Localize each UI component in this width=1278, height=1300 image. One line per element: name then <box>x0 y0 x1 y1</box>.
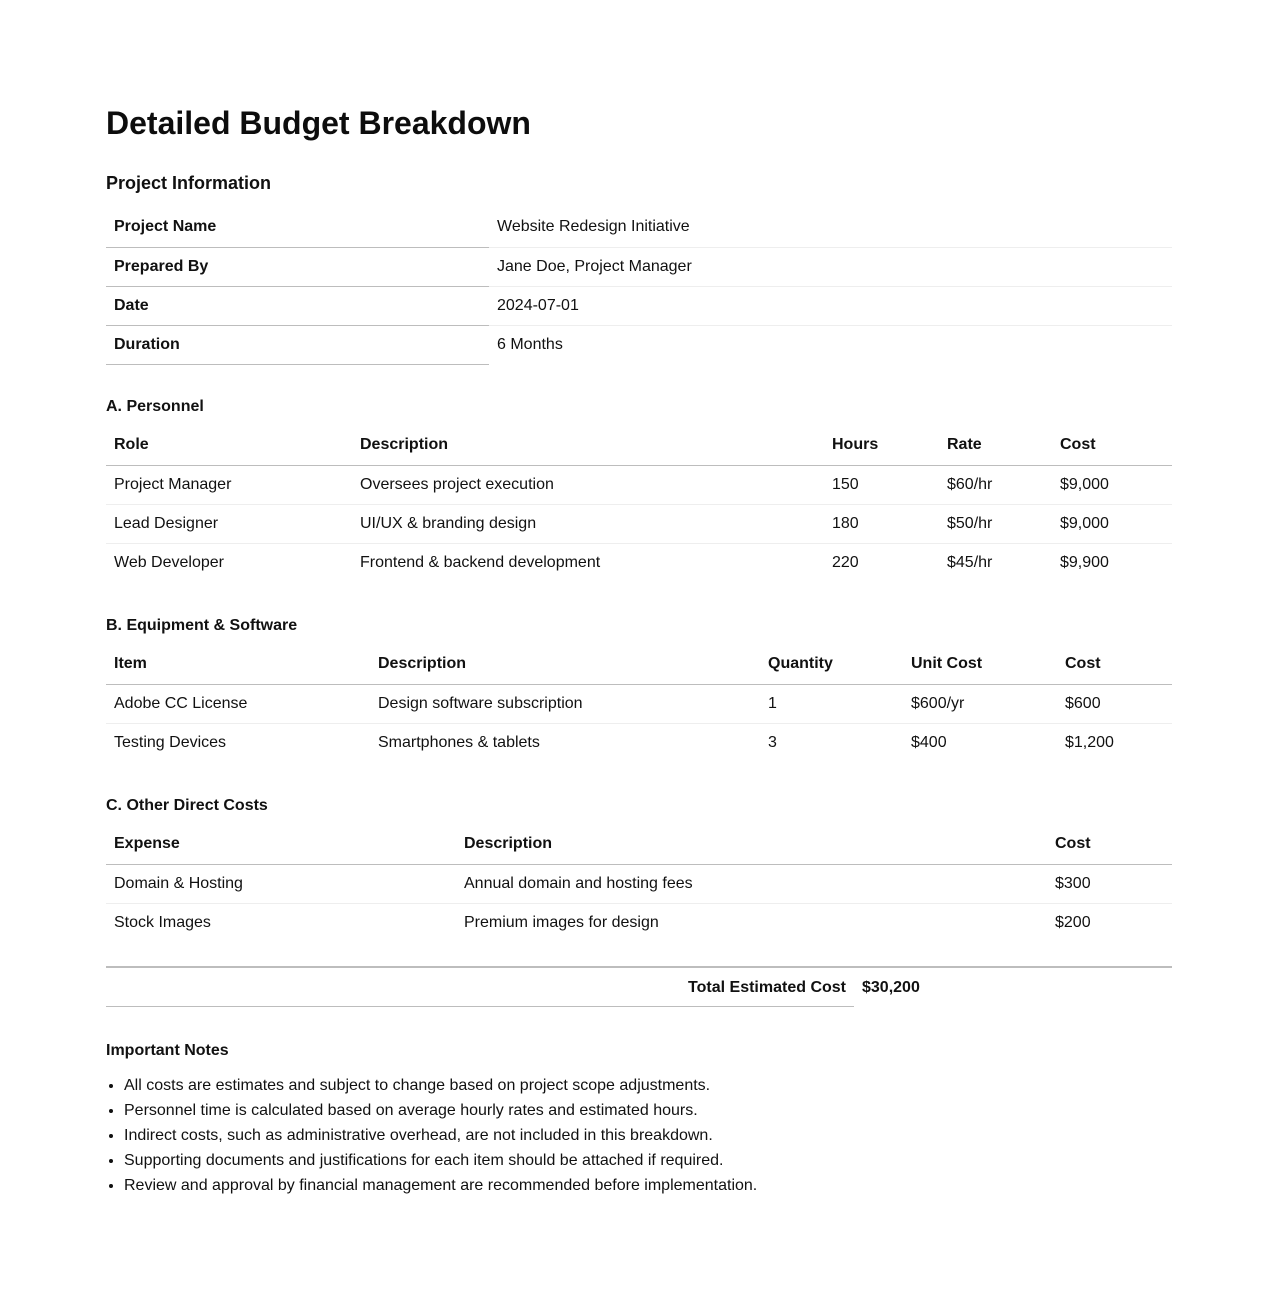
table-cell: $60/hr <box>939 465 1052 504</box>
table-cell: Design software subscription <box>370 684 760 723</box>
table-cell: 3 <box>768 733 777 751</box>
table-cell: $50/hr <box>939 504 1052 543</box>
list-item: • Supporting documents and justifications for each item should be attached if required. <box>124 1148 1172 1173</box>
info-label: Prepared By <box>106 247 489 286</box>
table-cell: Testing Devices <box>114 733 227 751</box>
personnel-table <box>106 425 1172 582</box>
column-header: Unit Cost <box>903 644 1057 684</box>
table-cell: $200 <box>1055 913 1091 931</box>
info-row <box>106 208 1172 247</box>
list-item: • All costs are estimates and subject to change based on project scope adjustments. <box>124 1073 1172 1098</box>
equipment-heading: B. Equipment & Software <box>106 617 298 634</box>
table-cell: 220 <box>832 553 859 571</box>
column-header: Hours <box>824 425 939 465</box>
table-cell: $9,000 <box>1052 465 1172 504</box>
table-row <box>106 684 1172 723</box>
column-header: Cost <box>1047 824 1172 864</box>
table-cell: Oversees project execution <box>352 465 824 504</box>
table-cell: Domain & Hosting <box>106 864 456 903</box>
info-value: Jane Doe, Project Manager <box>489 247 1172 286</box>
total-label: Total Estimated Cost <box>106 968 854 1007</box>
table-cell: Premium images for design <box>464 913 659 931</box>
table-row <box>106 723 1172 762</box>
table-row <box>106 504 1172 543</box>
info-label: Project Name <box>106 208 489 247</box>
table-cell: Smartphones & tablets <box>378 733 540 751</box>
table-row <box>106 903 1172 942</box>
table-cell: Project Manager <box>106 465 352 504</box>
info-row <box>106 247 1172 286</box>
table-cell: 150 <box>824 465 939 504</box>
table-cell: $9,900 <box>1060 553 1109 571</box>
total-value: $30,200 <box>862 978 920 996</box>
table-cell: Stock Images <box>114 913 211 931</box>
column-header: Item <box>106 644 370 684</box>
project-info-section <box>106 172 1172 365</box>
column-header: Description <box>352 425 824 465</box>
table-cell: $600 <box>1057 684 1172 723</box>
table-row <box>106 465 1172 504</box>
equipment-table <box>106 644 1172 762</box>
table-row <box>106 864 1172 903</box>
notes-heading: Important Notes <box>106 1042 229 1059</box>
info-value: Website Redesign Initiative <box>489 208 1172 247</box>
table-header-row <box>106 824 1172 864</box>
table-cell: Frontend & backend development <box>360 553 601 571</box>
table-cell: 180 <box>824 504 939 543</box>
total-section <box>106 966 1172 1007</box>
column-header: Quantity <box>760 644 903 684</box>
info-value: 2024-07-01 <box>489 286 1172 325</box>
total-row <box>106 968 1172 1007</box>
column-header: Description <box>456 824 1047 864</box>
column-header: Cost <box>1052 425 1172 465</box>
other-costs-table <box>106 824 1172 942</box>
table-header-row <box>106 425 1172 465</box>
other-costs-heading: C. Other Direct Costs <box>106 797 268 814</box>
table-cell: $9,000 <box>1052 504 1172 543</box>
page-title: Detailed Budget Breakdown <box>106 105 531 141</box>
info-row <box>106 286 1172 325</box>
info-label: Duration <box>106 325 489 364</box>
notes-list <box>106 1073 1172 1198</box>
table-cell: Adobe CC License <box>106 684 370 723</box>
list-item: • Personnel time is calculated based on average hourly rates and estimated hours. <box>124 1098 1172 1123</box>
column-header: Role <box>106 425 352 465</box>
column-header: Rate <box>939 425 1052 465</box>
info-row <box>106 325 1172 364</box>
table-cell: $1,200 <box>1065 733 1114 751</box>
list-item: • Review and approval by financial management are recommended before implementation. <box>124 1173 1172 1198</box>
personnel-section <box>106 397 1172 582</box>
info-label: Date <box>106 286 489 325</box>
column-header: Description <box>370 644 760 684</box>
equipment-section <box>106 616 1172 762</box>
info-value: 6 Months <box>497 335 563 353</box>
table-header-row <box>106 644 1172 684</box>
column-header: Expense <box>106 824 456 864</box>
table-cell: $600/yr <box>903 684 1057 723</box>
table-row <box>106 543 1172 582</box>
table-cell: 1 <box>760 684 903 723</box>
notes-section <box>106 1041 1172 1198</box>
table-cell: $400 <box>911 733 947 751</box>
list-item: • Indirect costs, such as administrative overhead, are not included in this breakdown. <box>124 1123 1172 1148</box>
table-cell: UI/UX & branding design <box>352 504 824 543</box>
project-info-heading: Project Information <box>106 173 272 193</box>
table-cell: $45/hr <box>947 553 993 571</box>
column-header: Cost <box>1057 644 1172 684</box>
project-info-table <box>106 208 1172 365</box>
other-costs-section <box>106 796 1172 942</box>
table-cell: Lead Designer <box>106 504 352 543</box>
table-cell: Web Developer <box>114 553 224 571</box>
personnel-heading: A. Personnel <box>106 398 204 415</box>
table-cell: Annual domain and hosting fees <box>456 864 1047 903</box>
table-cell: $300 <box>1047 864 1172 903</box>
